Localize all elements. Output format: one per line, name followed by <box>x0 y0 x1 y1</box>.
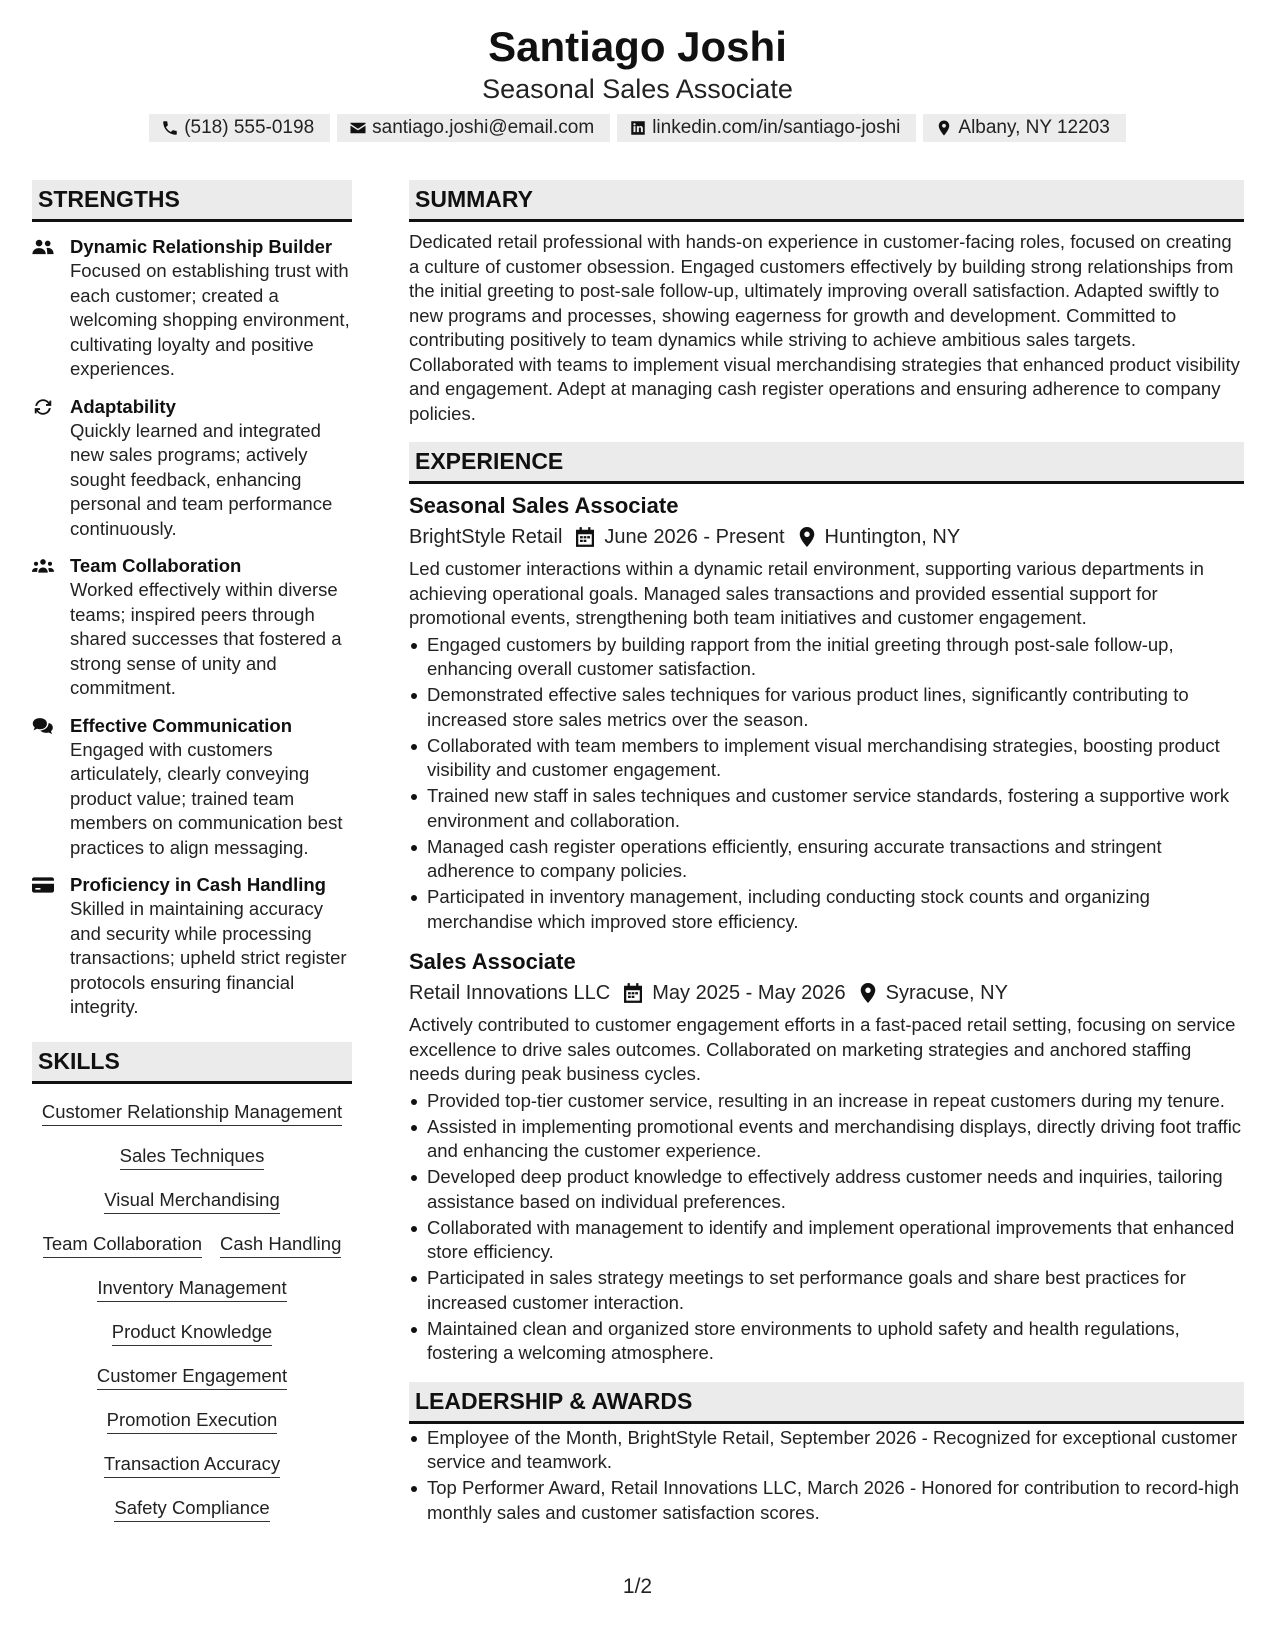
candidate-title: Seasonal Sales Associate <box>482 74 793 104</box>
experience-heading: EXPERIENCE <box>409 442 1244 484</box>
leadership-heading: LEADERSHIP & AWARDS <box>409 1382 1244 1424</box>
job-company: Retail Innovations LLC <box>409 982 611 1004</box>
job-meta <box>409 978 1244 1008</box>
strength-description: Focused on establishing trust with each customer; created a welcoming shopping environment, cultivating loyalty and positive experiences. <box>70 260 350 379</box>
list-item: Engaged customers by building rapport from the initial greeting through post-sale follow-up, enhancing overall customer satisfaction. <box>409 633 1244 682</box>
job-bullets <box>409 1089 1244 1366</box>
skill-tag: Sales Techniques <box>120 1145 265 1170</box>
map-marker-icon <box>860 983 876 1003</box>
list-item: Provided top-tier customer service, resulting in an increase in repeat customers during my tenure. <box>409 1089 1244 1114</box>
list-item: Top Performer Award, Retail Innovations LLC, March 2026 - Honored for contribution to record-high monthly sales and customer satisfaction scores. <box>409 1476 1244 1525</box>
strength-description: Quickly learned and integrated new sales programs; actively sought feedback, enhancing personal and team performance continuously. <box>70 419 333 539</box>
job-location: Huntington, NY <box>824 526 961 548</box>
contact-linkedin-text: linkedin.com/in/santiago-joshi <box>652 117 901 138</box>
list-item: Collaborated with team members to implement visual merchandising strategies, boosting product visibility and customer engagement. <box>409 734 1244 783</box>
contact-location <box>923 114 1125 142</box>
contact-bar <box>0 114 1275 142</box>
skill-tag: Promotion Execution <box>107 1409 278 1434</box>
strength-title: Dynamic Relationship Builder <box>70 236 333 257</box>
strength-title: Team Collaboration <box>70 555 242 576</box>
list-item: Collaborated with management to identify and implement operational improvements that enhanced store efficiency. <box>409 1216 1244 1265</box>
list-item: Participated in sales strategy meetings to set performance goals and share best practices for increased customer interaction. <box>409 1266 1244 1315</box>
strength-title: Adaptability <box>70 395 176 417</box>
strength-item <box>32 873 352 1020</box>
skill-tag: Safety Compliance <box>114 1497 269 1522</box>
contact-email[interactable] <box>337 114 610 142</box>
strength-title: Proficiency in Cash Handling <box>70 874 326 895</box>
skill-tag: Product Knowledge <box>112 1321 272 1346</box>
credit-card-icon <box>32 876 54 894</box>
skill-tag: Inventory Management <box>97 1277 286 1302</box>
summary-text: Dedicated retail professional with hands-on experience in customer-facing roles, focused on creating a culture of customer obsession. Engaged customers effectively by building strong relationships from the initial greeting to post-sale follow-up, ultimately improving overall satisfaction. Adapted swiftly to new programs and processes, showing eagerness for growth and development. Committed to contributing positively to team dynamics while striving to achieve ambitious sales targets. Collaborated with teams to implement visual merchandising strategies that enhanced product visibility and engagement. Adept at managing cash register operations and ensuring adherence to company policies. <box>409 231 1240 424</box>
list-item: Demonstrated effective sales techniques for various product lines, significantly contributing to increased store sales metrics over the season. <box>409 683 1244 732</box>
team-icon <box>32 557 54 575</box>
strength-item <box>32 395 352 542</box>
comments-icon <box>32 717 54 735</box>
strength-description: Worked effectively within diverse teams; inspired peers through shared successes that fostered a strong sense of unity and commitment. <box>70 579 342 698</box>
map-marker-icon <box>935 119 953 137</box>
skill-tag: Customer Engagement <box>97 1365 287 1390</box>
job-dates: June 2026 - Present <box>604 526 785 548</box>
strength-description: Skilled in maintaining accuracy and security while processing transactions; upheld strict register protocols ensuring financial integrity. <box>70 898 347 1017</box>
list-item: Employee of the Month, BrightStyle Retail, September 2026 - Recognized for exceptional customer service and teamwork. <box>409 1426 1244 1475</box>
job-company: BrightStyle Retail <box>409 526 563 548</box>
sync-icon <box>32 398 54 416</box>
summary-heading: SUMMARY <box>409 180 1244 222</box>
job-location: Syracuse, NY <box>885 982 1008 1004</box>
strength-item <box>32 235 352 382</box>
awards-list <box>409 1426 1244 1526</box>
envelope-icon <box>349 119 367 137</box>
candidate-name: Santiago Joshi <box>488 23 787 70</box>
list-item: Developed deep product knowledge to effectively address customer needs and inquiries, tailoring assistance based on individual preferences. <box>409 1165 1244 1214</box>
job-meta <box>409 522 1244 552</box>
job-bullets <box>409 633 1244 935</box>
right-column <box>409 180 1244 1525</box>
skill-tag: Transaction Accuracy <box>104 1453 280 1478</box>
list-item: Maintained clean and organized store environments to uphold safety and health regulations, fostering a welcoming atmosphere. <box>409 1317 1244 1366</box>
list-item: Trained new staff in sales techniques and customer service standards, fostering a supportive work environment and collaboration. <box>409 784 1244 833</box>
contact-linkedin[interactable] <box>617 114 916 142</box>
phone-icon <box>161 119 179 137</box>
skill-tag: Team Collaboration <box>43 1233 202 1258</box>
job-title: Seasonal Sales Associate <box>409 493 679 518</box>
job-entry <box>409 492 1244 934</box>
calendar-icon <box>624 983 642 1003</box>
list-item: Participated in inventory management, including conducting stock counts and organizing merchandise which improved store efficiency. <box>409 885 1244 934</box>
linkedin-icon <box>629 119 647 137</box>
strength-description: Engaged with customers articulately, clearly conveying product value; trained team members on communication best practices to align messaging. <box>70 738 343 858</box>
calendar-icon <box>576 527 594 547</box>
page-number: 1/2 <box>622 1575 653 1598</box>
skills-heading: SKILLS <box>32 1042 352 1084</box>
strength-item <box>32 714 352 861</box>
contact-location-text: Albany, NY 12203 <box>958 117 1110 138</box>
job-dates: May 2025 - May 2026 <box>652 982 846 1004</box>
contact-phone-text: (518) 555-0198 <box>184 117 315 138</box>
skill-tag: Visual Merchandising <box>104 1189 280 1214</box>
job-entry <box>409 948 1244 1366</box>
skill-tag: Customer Relationship Management <box>42 1101 342 1126</box>
skills-list <box>32 1101 352 1522</box>
list-item: Assisted in implementing promotional events and merchandising displays, directly driving foot traffic and enhancing the customer experience. <box>409 1115 1244 1164</box>
users-icon <box>32 238 54 256</box>
contact-phone <box>149 114 330 142</box>
skill-tag: Cash Handling <box>220 1233 341 1258</box>
list-item: Managed cash register operations efficiently, ensuring accurate transactions and stringent adherence to company policies. <box>409 835 1244 884</box>
strengths-heading: STRENGTHS <box>32 180 352 222</box>
left-column <box>32 180 352 1522</box>
strength-item <box>32 554 352 701</box>
job-title: Sales Associate <box>409 949 576 974</box>
contact-email-text: santiago.joshi@email.com <box>372 117 595 138</box>
job-description: Actively contributed to customer engagement efforts in a fast-paced retail setting, focusing on service excellence to drive sales outcomes. Collaborated on marketing strategies and anchored staffing needs during peak business cycles. <box>409 1014 1236 1084</box>
resume-header <box>0 22 1275 142</box>
strength-title: Effective Communication <box>70 714 293 736</box>
map-marker-icon <box>799 527 815 547</box>
job-description: Led customer interactions within a dynamic retail environment, supporting various departments in achieving operational goals. Managed sales transactions and provided essential support for promotional events, strengthening both team initiatives and customer engagement. <box>409 558 1204 628</box>
